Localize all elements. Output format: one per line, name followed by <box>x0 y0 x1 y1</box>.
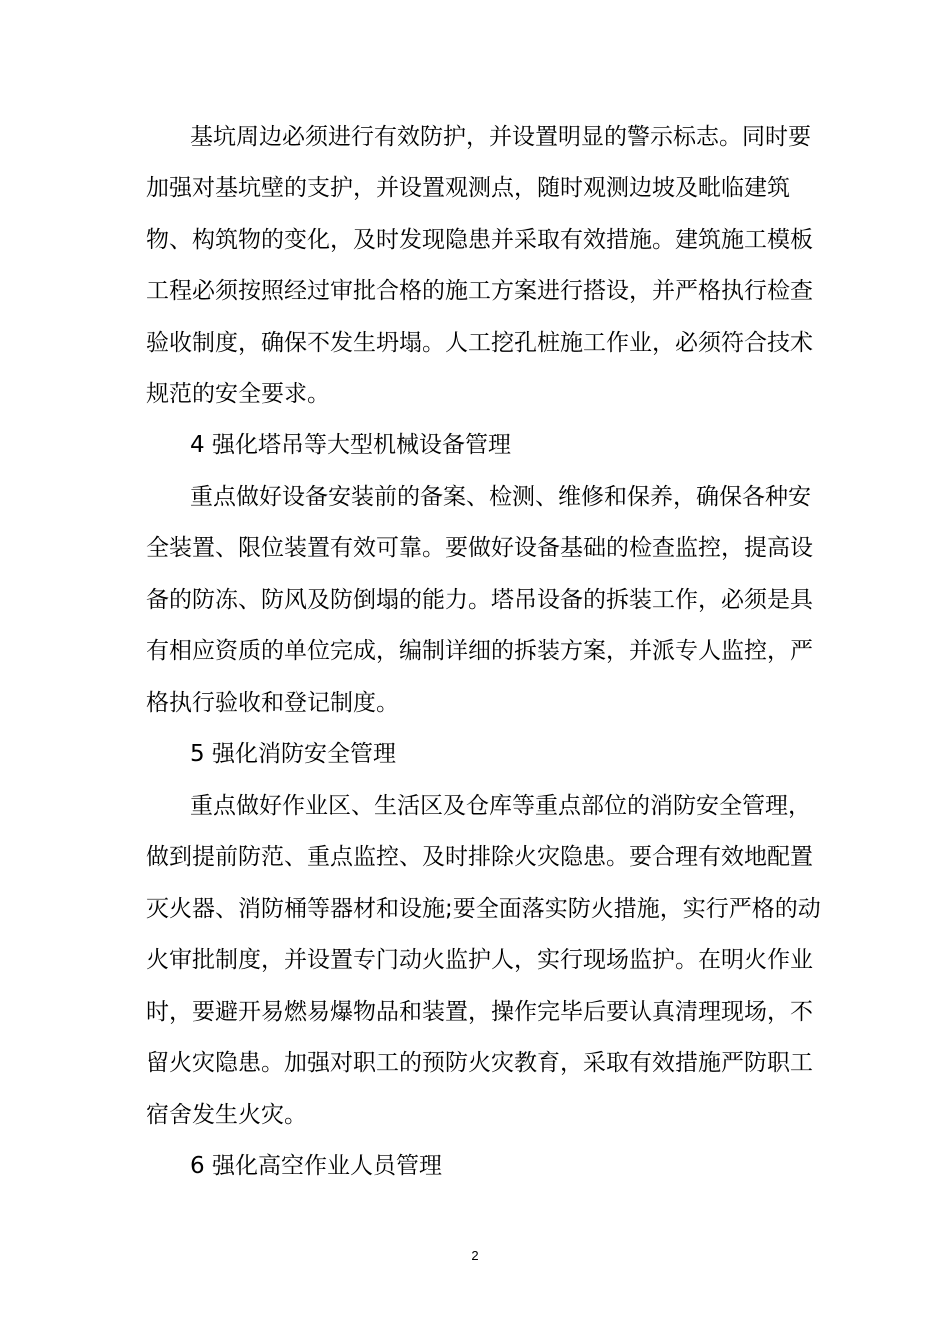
paragraph-line: 规范的安全要求。 <box>146 381 330 407</box>
paragraph-line: 重点做好作业区、生活区及仓库等重点部位的消防安全管理， <box>190 793 811 819</box>
paragraph-line: 基坑周边必须进行有效防护，并设置明显的警示标志。同时要 <box>190 124 811 150</box>
section-heading: 6 强化高空作业人员管理 <box>190 1153 442 1179</box>
paragraph-line: 做到提前防范、重点监控、及时排除火灾隐患。要合理有效地配置 <box>146 844 813 870</box>
paragraph-line: 工程必须按照经过审批合格的施工方案进行搭设，并严格执行检查 <box>146 278 813 304</box>
page-number: 2 <box>471 1248 479 1263</box>
paragraph-line: 有相应资质的单位完成，编制详细的拆装方案，并派专人监控，严 <box>146 638 813 664</box>
paragraph-line: 重点做好设备安装前的备案、检测、维修和保养，确保各种安 <box>190 484 811 510</box>
paragraph-line: 加强对基坑壁的支护，并设置观测点，随时观测边坡及毗临建筑 <box>146 175 790 201</box>
paragraph-line: 灭火器、消防桶等器材和设施;要全面落实防火措施，实行严格的动 <box>146 896 821 922</box>
section-heading: 4 强化塔吊等大型机械设备管理 <box>190 432 511 458</box>
paragraph-line: 全装置、限位装置有效可靠。要做好设备基础的检查监控，提高设 <box>146 535 813 561</box>
paragraph-line: 格执行验收和登记制度。 <box>146 690 399 716</box>
paragraph-line: 验收制度，确保不发生坍塌。人工挖孔桩施工作业，必须符合技术 <box>146 330 813 356</box>
paragraph-line: 宿舍发生火灾。 <box>146 1102 307 1128</box>
paragraph-line: 物、构筑物的变化，及时发现隐患并采取有效措施。建筑施工模板 <box>146 227 813 253</box>
paragraph-line: 时，要避开易燃易爆物品和装置，操作完毕后要认真清理现场，不 <box>146 999 813 1025</box>
paragraph-line: 火审批制度，并设置专门动火监护人，实行现场监护。在明火作业 <box>146 947 813 973</box>
section-heading: 5 强化消防安全管理 <box>190 741 396 767</box>
paragraph-line: 备的防冻、防风及防倒塌的能力。塔吊设备的拆装工作，必须是具 <box>146 587 813 613</box>
paragraph-line: 留火灾隐患。加强对职工的预防火灾教育，采取有效措施严防职工 <box>146 1050 813 1076</box>
